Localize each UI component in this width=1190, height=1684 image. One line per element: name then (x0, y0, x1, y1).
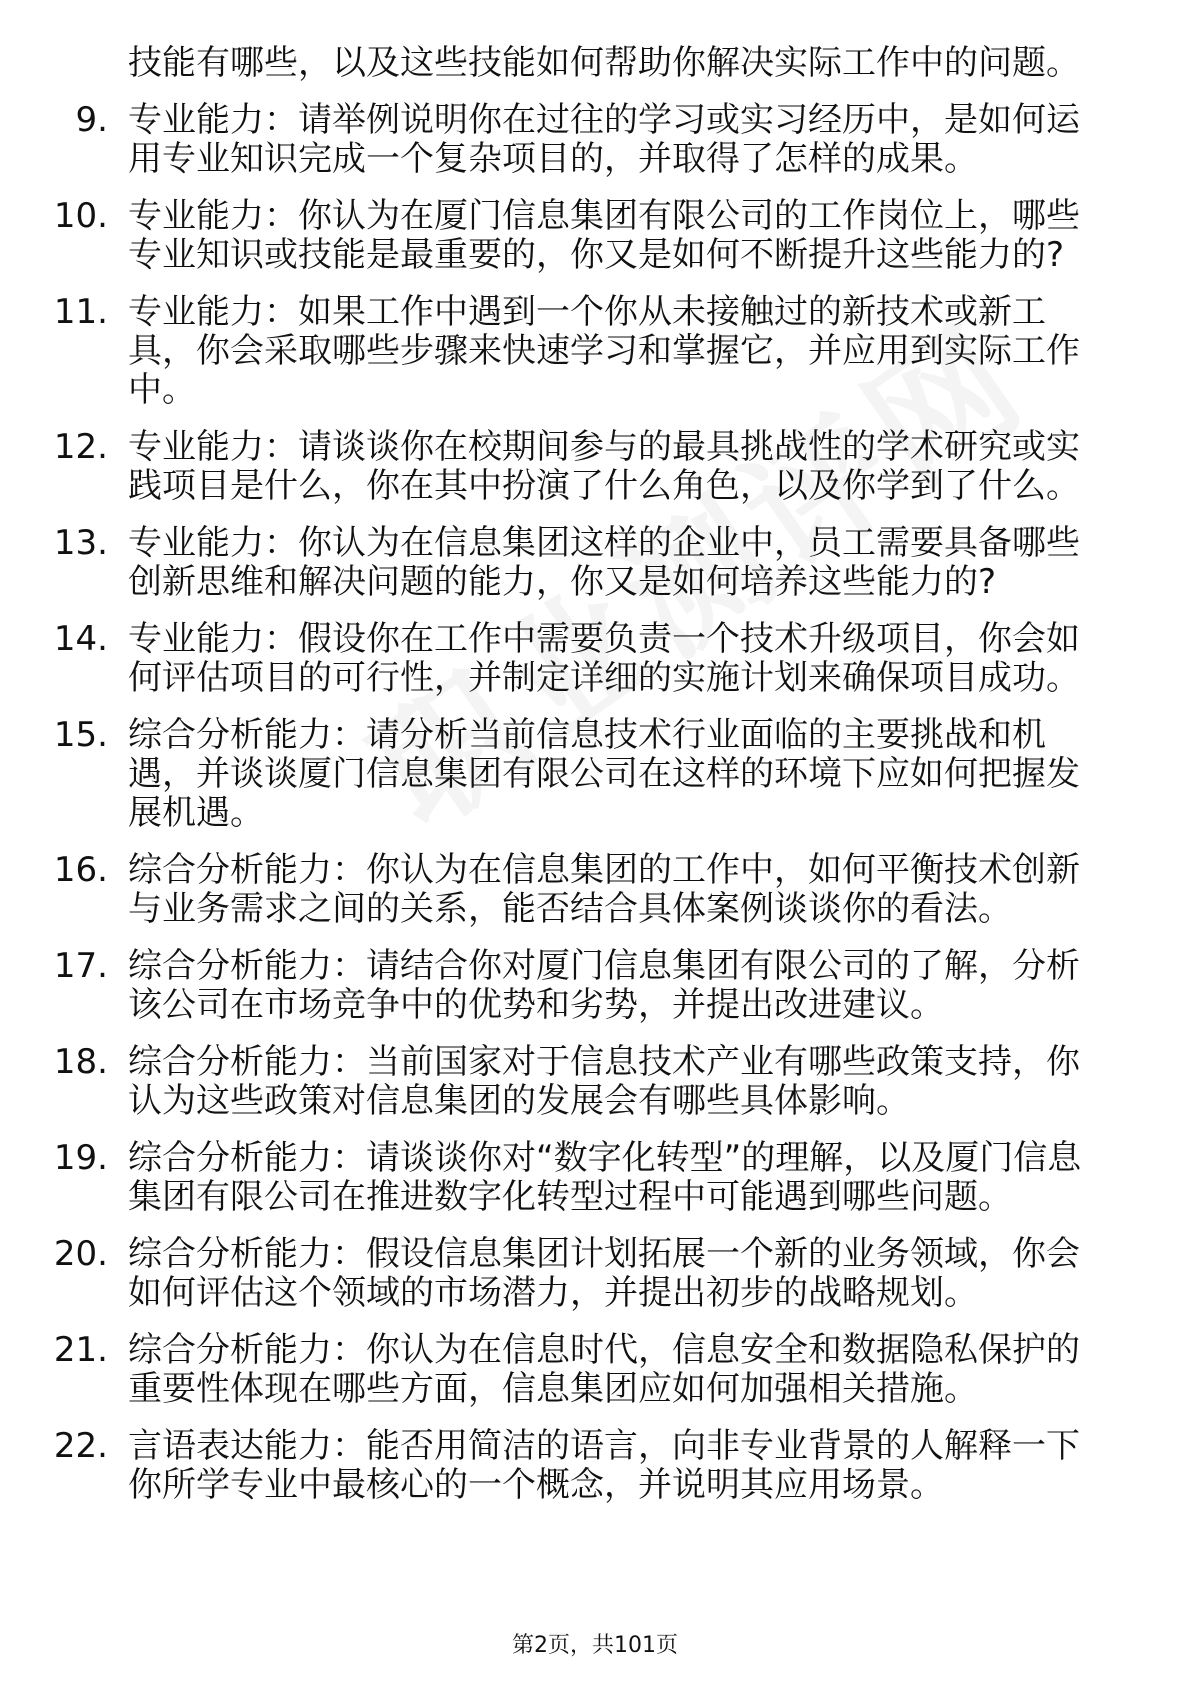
question-text: 专业能力：请举例说明你在过往的学习或实习经历中，是如何运用专业知识完成一个复杂项目的，并取得了怎样的成果。 (128, 100, 1080, 179)
question-item (0, 1331, 1190, 1409)
question-number: 22. (53, 1426, 108, 1466)
question-text: 专业能力：你认为在信息集团这样的企业中，员工需要具备哪些创新思维和解决问题的能力，你又是如何培养这些能力的? (128, 523, 1080, 602)
question-number: 10. (53, 196, 108, 236)
question-number: 15. (53, 715, 108, 755)
question-text: 综合分析能力：请分析当前信息技术行业面临的主要挑战和机遇，并谈谈厦门信息集团有限公司在这样的环境下应如何把握发展机遇。 (128, 715, 1080, 833)
question-number: 18. (53, 1042, 108, 1082)
question-text: 综合分析能力：你认为在信息集团的工作中，如何平衡技术创新与业务需求之间的关系，能否结合具体案例谈谈你的看法。 (128, 850, 1080, 929)
question-item (0, 851, 1190, 929)
question-text: 综合分析能力：请谈谈你对“数字化转型”的理解，以及厦门信息集团有限公司在推进数字化转型过程中可能遇到哪些问题。 (128, 1138, 1082, 1217)
question-item (0, 1043, 1190, 1121)
question-item (0, 1427, 1190, 1505)
question-list (0, 44, 1190, 1523)
question-text: 综合分析能力：你认为在信息时代，信息安全和数据隐私保护的重要性体现在哪些方面，信息集团应如何加强相关措施。 (128, 1330, 1080, 1409)
question-number: 16. (53, 850, 108, 890)
question-number: 12. (53, 427, 108, 467)
question-text: 专业能力：假设你在工作中需要负责一个技术升级项目，你会如何评估项目的可行性，并制定详细的实施计划来确保项目成功。 (128, 619, 1080, 698)
question-item (0, 1139, 1190, 1217)
question-item (0, 1235, 1190, 1313)
question-number: 13. (53, 523, 108, 563)
question-item (0, 101, 1190, 179)
question-item (0, 716, 1190, 833)
question-item (0, 524, 1190, 602)
question-number: 11. (53, 292, 108, 332)
question-number: 14. (53, 619, 108, 659)
question-item (0, 293, 1190, 410)
question-number: 9. (75, 100, 108, 140)
question-number: 21. (53, 1330, 108, 1370)
question-item (0, 197, 1190, 275)
question-item (0, 428, 1190, 506)
question-number: 17. (53, 946, 108, 986)
page-footer: 第2页，共101页 (512, 1633, 678, 1658)
question-number: 19. (53, 1138, 108, 1178)
question-number: 20. (53, 1234, 108, 1274)
question-text: 专业能力：你认为在厦门信息集团有限公司的工作岗位上，哪些专业知识或技能是最重要的，你又是如何不断提升这些能力的? (128, 196, 1080, 275)
question-item (0, 947, 1190, 1025)
question-text: 综合分析能力：当前国家对于信息技术产业有哪些政策支持，你认为这些政策对信息集团的发展会有哪些具体影响。 (128, 1042, 1080, 1121)
question-text: 专业能力：如果工作中遇到一个你从未接触过的新技术或新工具，你会采取哪些步骤来快速学习和掌握它，并应用到实际工作中。 (128, 292, 1080, 410)
question-text: 综合分析能力：假设信息集团计划拓展一个新的业务领域，你会如何评估这个领域的市场潜力，并提出初步的战略规划。 (128, 1234, 1080, 1313)
question-text: 综合分析能力：请结合你对厦门信息集团有限公司的了解，分析该公司在市场竞争中的优势和劣势，并提出改进建议。 (128, 946, 1080, 1025)
continued-text: 技能有哪些，以及这些技能如何帮助你解决实际工作中的问题。 (128, 43, 1080, 83)
question-text: 言语表达能力：能否用简洁的语言，向非专业背景的人解释一下你所学专业中最核心的一个概念，并说明其应用场景。 (128, 1426, 1080, 1505)
question-item (0, 620, 1190, 698)
question-text: 专业能力：请谈谈你在校期间参与的最具挑战性的学术研究或实践项目是什么，你在其中扮演了什么角色，以及你学到了什么。 (128, 427, 1080, 506)
